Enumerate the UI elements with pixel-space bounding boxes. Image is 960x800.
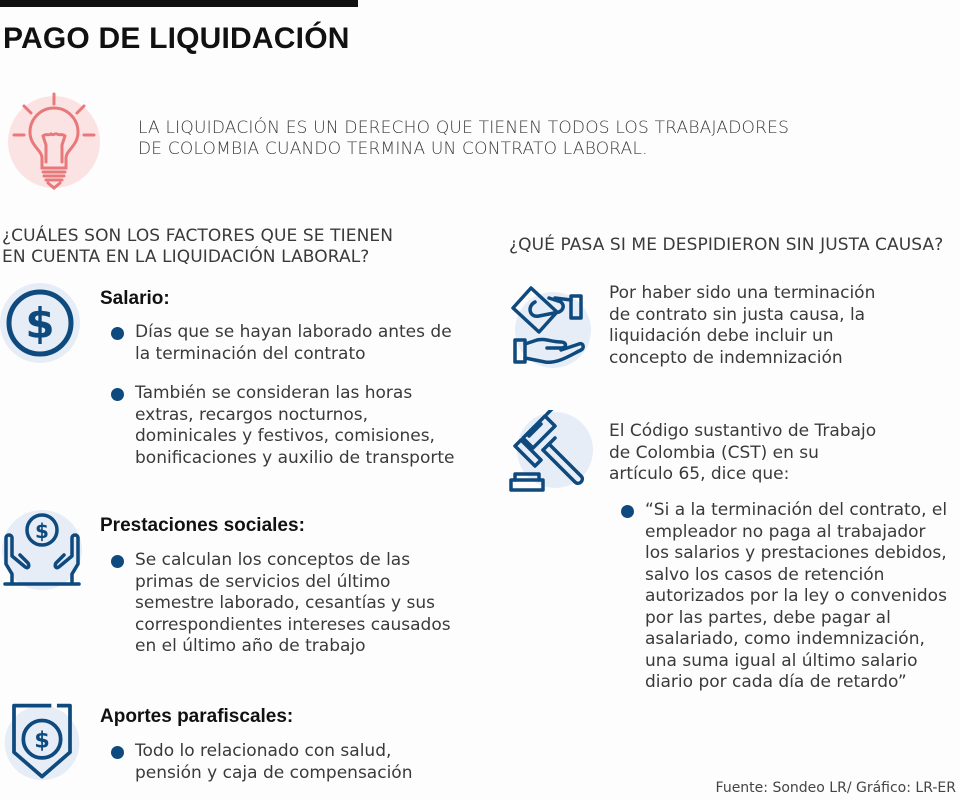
source-credit: Fuente: Sondeo LR/ Gráfico: LR-ER — [715, 780, 956, 796]
section-title-prestaciones: Prestaciones sociales: — [100, 515, 305, 536]
section-title-salario: Salario: — [100, 288, 170, 309]
intro-text: LA LIQUIDACIÓN ES UN DERECHO QUE TIENEN TODOS LOS TRABAJADORES DE COLOMBIA CUANDO TERMINA UN CONTRATO LABORAL. — [138, 118, 790, 159]
right-heading: ¿QUÉ PASA SI ME DESPIDIERON SIN JUSTA CAUSA? — [509, 235, 944, 255]
dollar-circle-icon — [0, 283, 84, 367]
unjust-dismissal-text: Por haber sido una terminación de contrato sin justa causa, la liquidación debe incluir un concepto de indemnización — [609, 283, 876, 368]
list-item: Todo lo relacionado con salud, pensión y caja de compensación — [111, 741, 412, 784]
bullet-dot — [111, 746, 124, 759]
shield-dollar-icon — [0, 700, 84, 784]
lightbulb-icon — [4, 90, 104, 190]
left-heading: ¿CUÁLES SON LOS FACTORES QUE SE TIENEN EN CUENTA EN LA LIQUIDACIÓN LABORAL? — [2, 226, 394, 267]
svg-text:$: $ — [25, 299, 55, 348]
bullet-dot — [111, 327, 124, 340]
page-title: PAGO DE LIQUIDACIÓN — [3, 22, 350, 55]
svg-text:$: $ — [35, 519, 49, 543]
gavel-icon — [505, 410, 595, 500]
bullet-dot — [111, 388, 124, 401]
cst-text: El Código sustantivo de Trabajo de Colombia (CST) en su artículo 65, dice que: — [609, 421, 877, 484]
list-item: También se consideran las horas extras, recargos nocturnos, dominicales y festivos, comisiones, bonificaciones y auxilio de transporte — [111, 383, 454, 469]
svg-text:$: $ — [34, 727, 50, 754]
bullet-dot — [111, 555, 124, 568]
bullet-dot — [621, 505, 634, 518]
hands-money-exchange-icon — [505, 280, 595, 370]
list-item: Días que se hayan laborado antes de la terminación del contrato — [111, 322, 452, 365]
section-title-aportes: Aportes parafiscales: — [100, 706, 294, 727]
hands-coin-icon — [0, 508, 84, 592]
top-rule — [0, 0, 358, 7]
list-item: Se calculan los conceptos de las primas de servicios del último semestre laborado, cesantías y sus correspondientes intereses causados en el último año de trabajo — [111, 550, 451, 658]
quote-list-item: “Si a la terminación del contrato, el empleador no paga al trabajador los salarios y prestaciones debidos, salvo los casos de retención autorizados por la ley o convenidos por las partes, debe pagar al asalariado, como indemnización, una suma igual al último salario diario por cada día de retardo” — [621, 500, 947, 694]
